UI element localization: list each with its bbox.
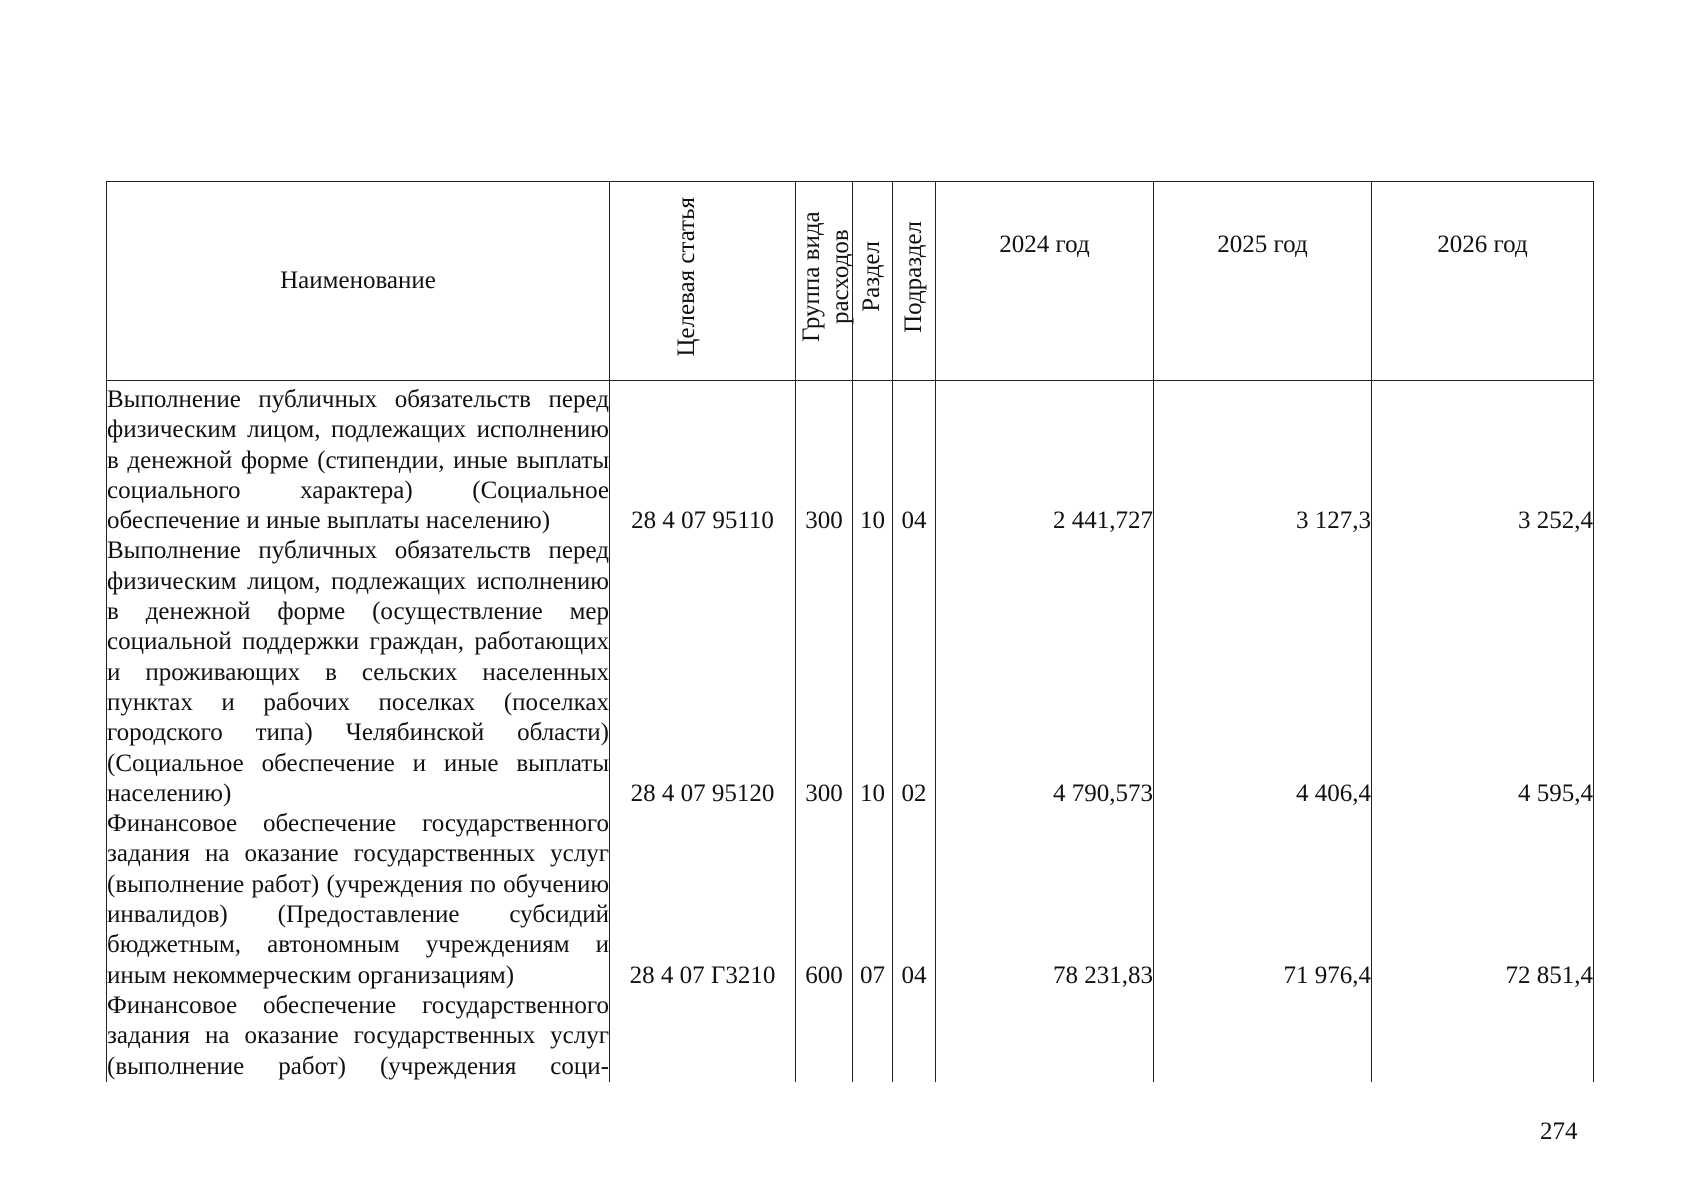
row-name: Финансовое обеспечение государственного задания на оказание государственных услуг (выполнение работ) (учреждения соци-	[107, 991, 610, 1082]
row-subsection: 04	[893, 809, 936, 991]
row-section: 07	[853, 809, 893, 991]
row-target-article: 28 4 07 Г3210	[610, 809, 796, 991]
table-row	[107, 536, 1594, 809]
header-subsection-label: Подраздел	[899, 220, 927, 333]
header-section-label: Раздел	[858, 241, 886, 313]
page-number: 274	[1540, 1118, 1578, 1145]
row-value-2024: 78 231,83	[936, 809, 1154, 991]
header-name: Наименование	[107, 182, 610, 381]
header-year-2026: 2026 год	[1372, 182, 1594, 381]
row-expense-group	[796, 991, 853, 1082]
header-section	[853, 182, 893, 381]
row-value-2025: 4 406,4	[1154, 536, 1372, 809]
table-row	[107, 381, 1594, 537]
row-target-article: 28 4 07 95120	[610, 536, 796, 809]
row-name: Выполнение публичных обязательств перед физическим лицом, подлежащих исполнению в денежной форме (осуществление мер социальной поддержки граждан, работающих и проживающих в сельских населенных пунктах и рабочих поселках (поселках городского типа) Челябинской области) (Социальное обеспечение и иные выплаты населению)	[107, 536, 610, 809]
row-subsection: 02	[893, 536, 936, 809]
row-value-2025: 3 127,3	[1154, 381, 1372, 537]
row-section: 10	[853, 536, 893, 809]
row-expense-group: 600	[796, 809, 853, 991]
table-header-row	[107, 182, 1594, 381]
row-section	[853, 991, 893, 1082]
row-name: Финансовое обеспечение государственного задания на оказание государственных услуг (выполнение работ) (учреждения по обучению инвалидов) (Предоставление субсидий бюджетным, автономным учреждениям и иным некоммерческим организациям)	[107, 809, 610, 991]
header-year-2025: 2025 год	[1154, 182, 1372, 381]
row-expense-group: 300	[796, 381, 853, 537]
row-section: 10	[853, 381, 893, 537]
row-value-2026	[1372, 991, 1594, 1082]
row-value-2025	[1154, 991, 1372, 1082]
row-target-article	[610, 991, 796, 1082]
row-value-2026: 4 595,4	[1372, 536, 1594, 809]
header-expense-group-label: Группа вида расходов	[798, 211, 854, 343]
header-target-article-label: Целевая статья	[672, 197, 700, 357]
budget-table	[106, 181, 1594, 1082]
table-row	[107, 809, 1594, 991]
header-expense-group	[796, 182, 853, 381]
row-expense-group: 300	[796, 536, 853, 809]
row-value-2025: 71 976,4	[1154, 809, 1372, 991]
header-target-article	[610, 182, 796, 381]
header-year-2024: 2024 год	[936, 182, 1154, 381]
row-value-2024: 4 790,573	[936, 536, 1154, 809]
row-value-2024	[936, 991, 1154, 1082]
row-target-article: 28 4 07 95110	[610, 381, 796, 537]
table-row	[107, 991, 1594, 1082]
header-subsection	[893, 182, 936, 381]
row-subsection	[893, 991, 936, 1082]
row-value-2026: 3 252,4	[1372, 381, 1594, 537]
row-subsection: 04	[893, 381, 936, 537]
row-value-2026: 72 851,4	[1372, 809, 1594, 991]
row-value-2024: 2 441,727	[936, 381, 1154, 537]
row-name: Выполнение публичных обязательств перед физическим лицом, подлежащих исполнению в денежной форме (стипендии, иные выплаты социального характера) (Социальное обеспечение и иные выплаты населению)	[107, 381, 610, 537]
